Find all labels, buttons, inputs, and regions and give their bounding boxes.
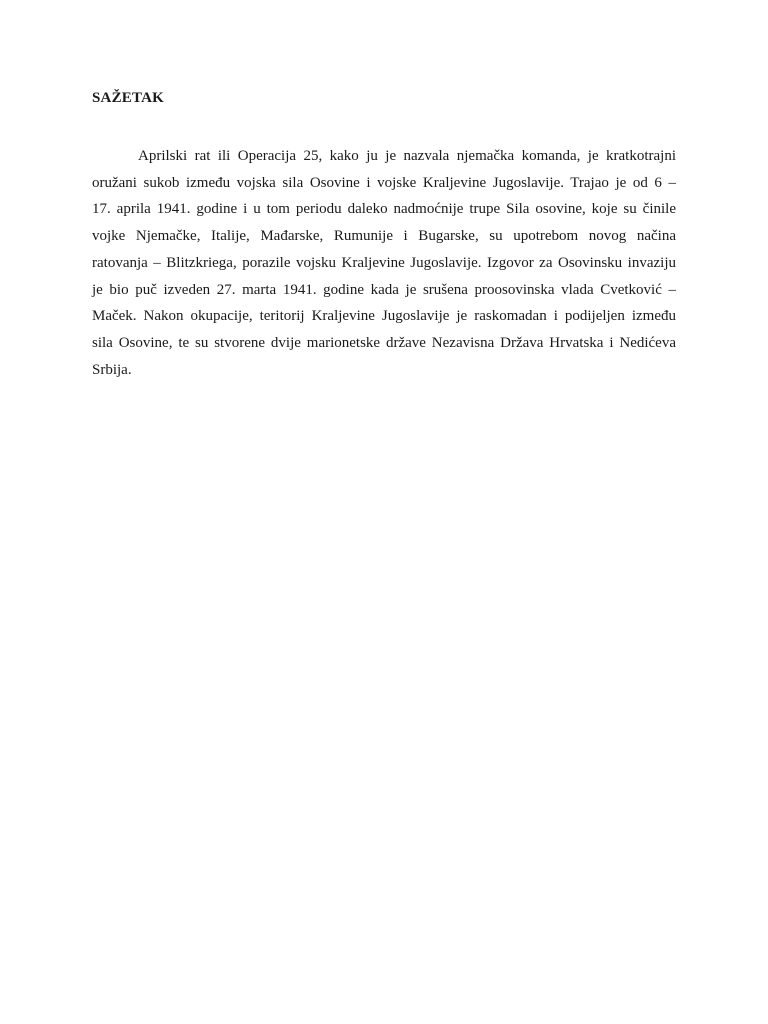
paragraph-line: sila Osovine, te su stvorene dvije marionetske države Nezavisna Država Hrvatska i Nedićeva [92,334,676,351]
paragraph-line: Maček. Nakon okupacije, teritorij Kraljevine Jugoslavije je raskomadan i podijeljen između [92,308,676,325]
paragraph-line: je bio puč izveden 27. marta 1941. godine kada je srušena proosovinska vlada Cvetković – [92,281,676,298]
paragraph-line: Aprilski rat ili Operacija 25, kako ju je nazvala njemačka komanda, je kratkotrajni [138,148,676,164]
paragraph-line: oružani sukob između vojska sila Osovine i vojske Kraljevine Jugoslavije. Trajao je od 6 – [92,174,676,191]
paragraph-line: 17. aprila 1941. godine i u tom periodu daleko nadmoćnije trupe Sila osovine, koje su činile [92,201,676,218]
paragraph-line: vojke Njemačke, Italije, Mađarske, Rumunije i Bugarske, su upotrebom novog načina [92,228,676,245]
abstract-paragraph [92,143,676,383]
paragraph-line: Srbija. [92,361,132,378]
paragraph-line: ratovanja – Blitzkriega, porazile vojsku Kraljevine Jugoslavije. Izgovor za Osovinsku invaziju [92,254,676,271]
section-heading: SAŽETAK [92,90,164,106]
